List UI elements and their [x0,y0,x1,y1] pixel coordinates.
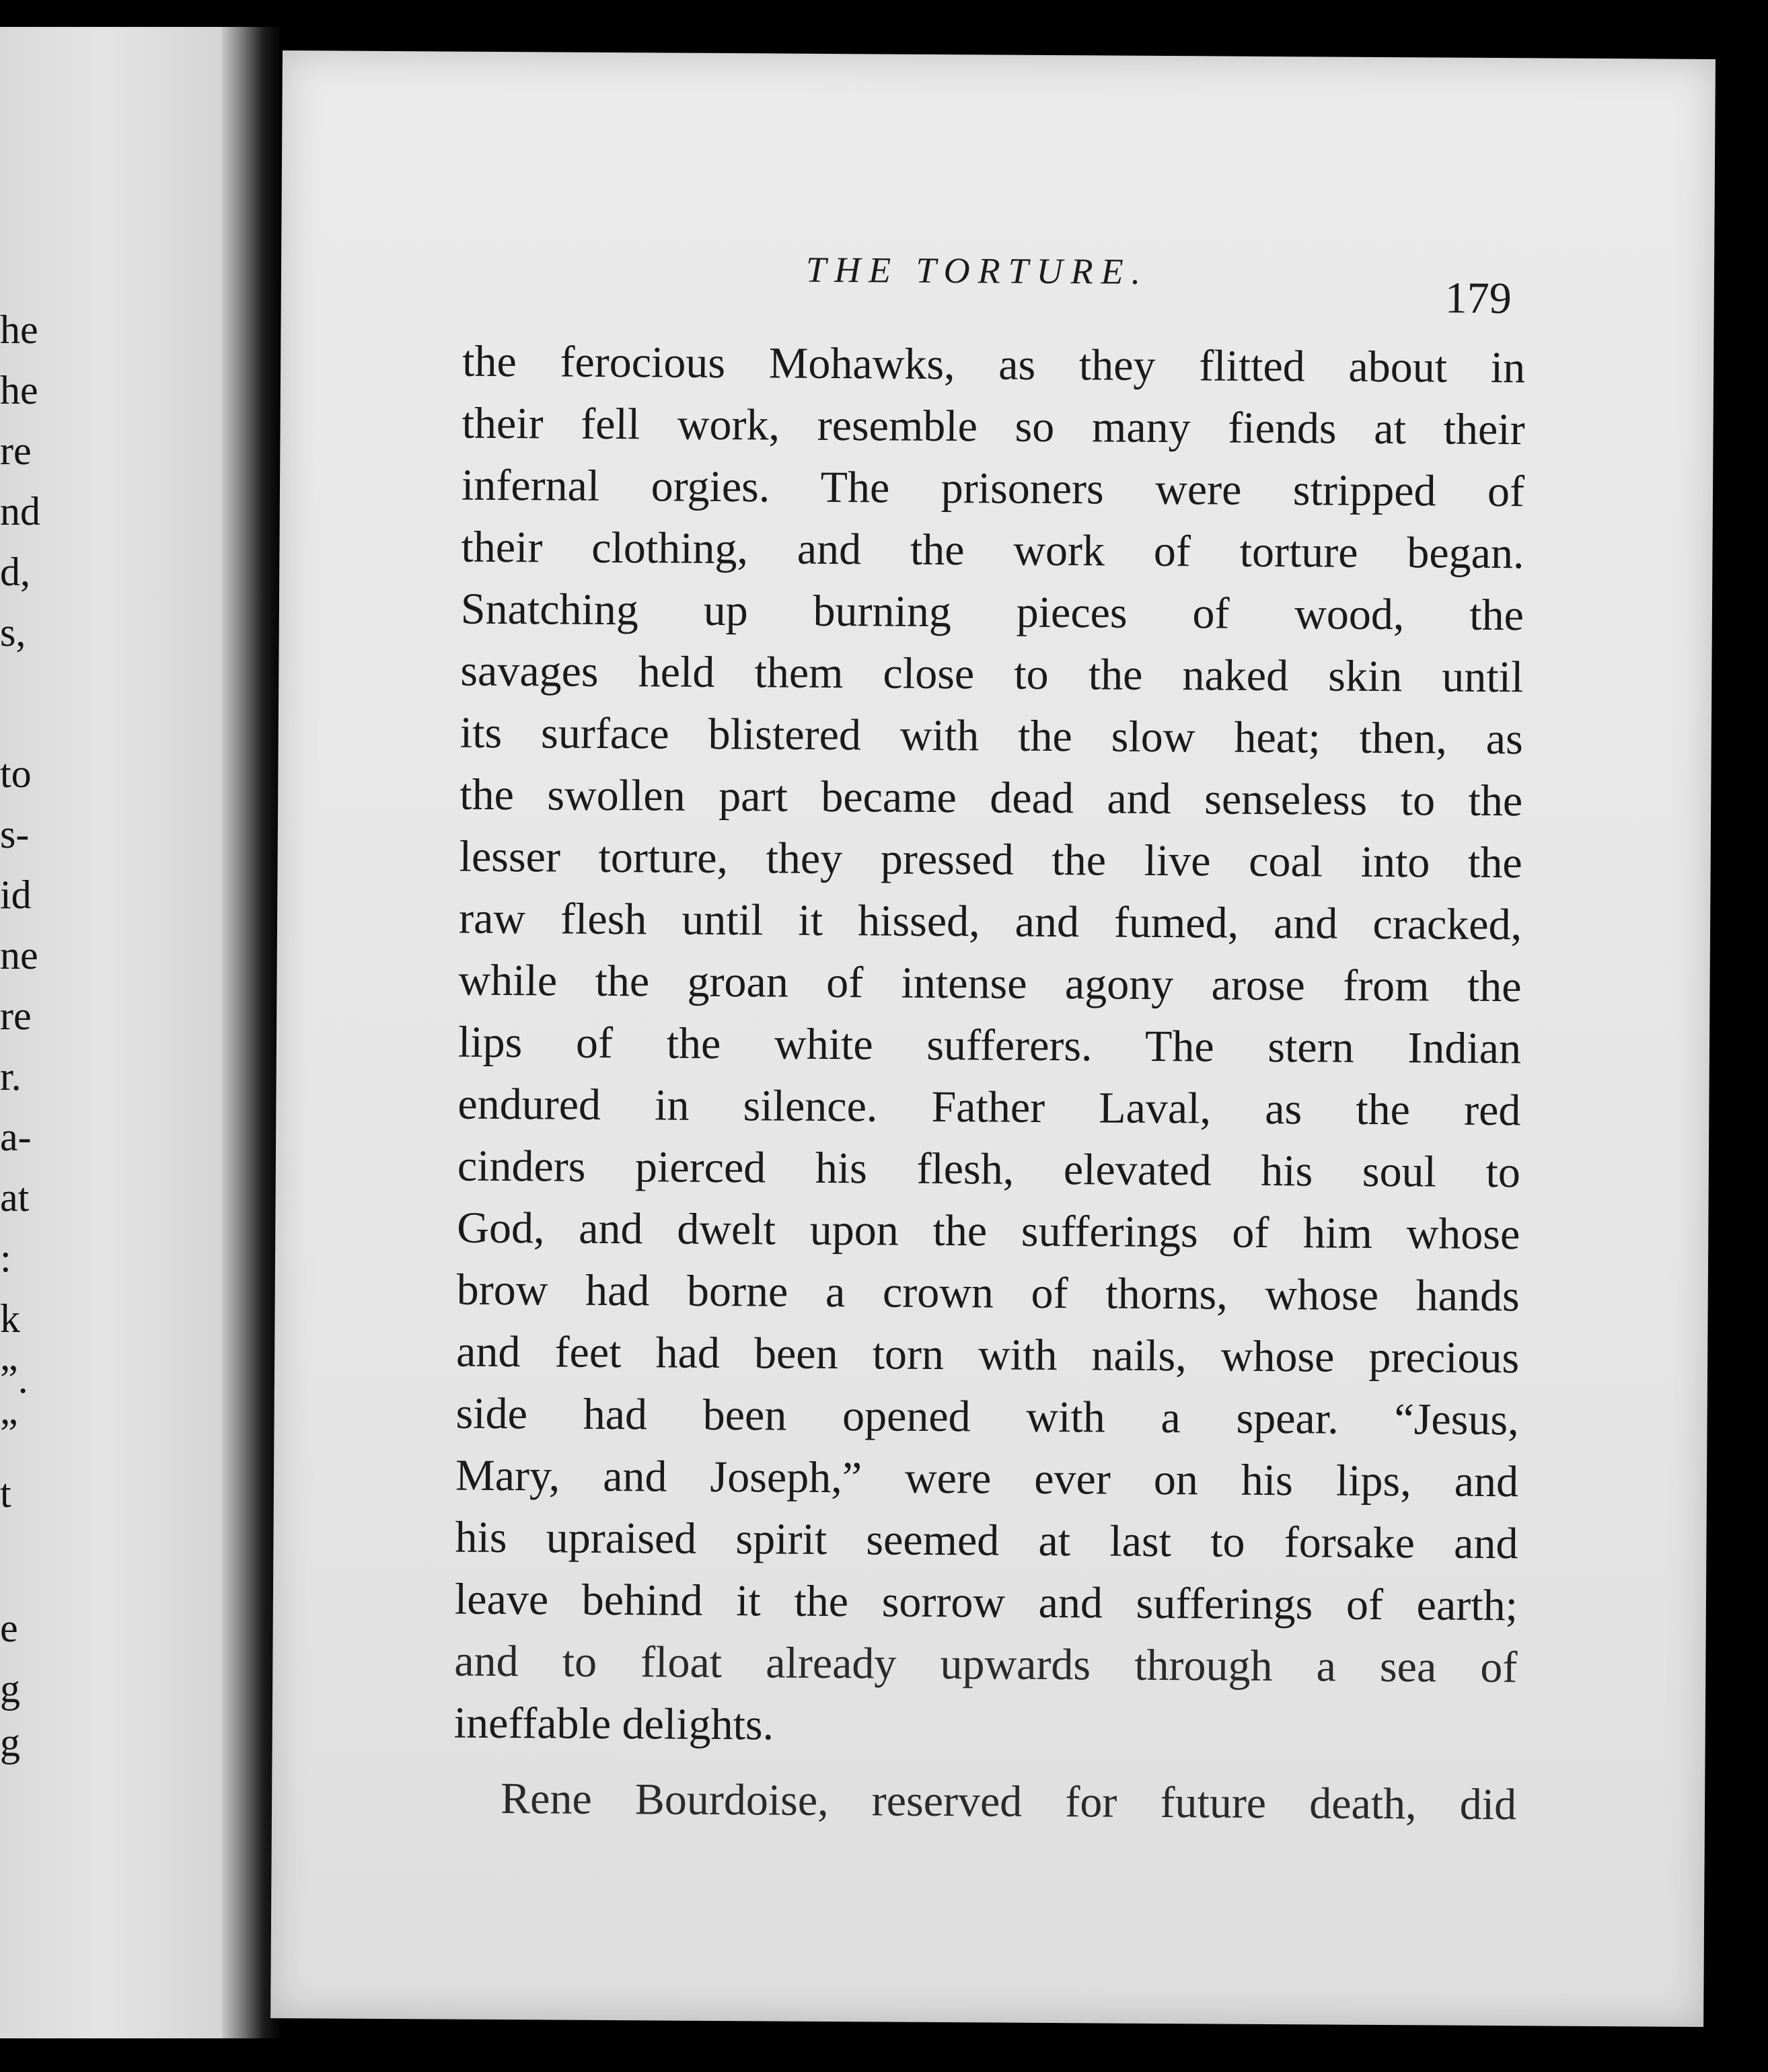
left-page-fragment: d, [0,550,30,594]
text-line: God, and dwelt upon the sufferings of him whose [457,1203,1520,1259]
left-page-fragment: ”. [0,1357,28,1401]
left-page-fragment: re [0,429,32,473]
text-line: lips of the white sufferers. The stern Indian [457,1017,1522,1074]
text-line: infernal orgies. The prisoners were stripped of [461,460,1525,517]
left-page-fragment: s- [0,812,30,856]
text-line: leave behind it the sorrow and sufferings of earth; [454,1574,1518,1631]
text-line: raw flesh until it hissed, and fumed, and cracked, [458,893,1522,950]
text-line: Mary, and Joseph,” were ever on his lips, and [455,1450,1519,1507]
text-line: and feet had been torn with nails, whose precious [455,1327,1520,1383]
left-page-fragment: k [0,1296,20,1341]
left-page-fragment: re [0,994,32,1038]
text-line: the swollen part became dead and senseless to the [459,770,1523,826]
left-page-fragment: at [0,1175,30,1220]
left-page-fragment: to [0,751,32,796]
text-line: lesser torture, they pressed the live coal into the [459,831,1522,888]
text-line: endured in silence. Father Laval, as the red [457,1079,1521,1136]
left-page-fragment: he [0,368,38,412]
left-page-fragment: g [0,1666,20,1711]
left-page-fragment: ne [0,933,38,977]
text-line: ineffable delights. [453,1698,774,1750]
left-page-fragment: e [0,1606,18,1650]
text-line: Snatching up burning pieces of wood, the [460,584,1524,640]
page-number: 179 [1444,273,1512,324]
text-line: their clothing, and the work of torture began. [461,522,1524,579]
text-line: their fell work, resemble so many fiends at their [462,398,1525,455]
text-line: its surface blistered with the slow heat; then, as [459,708,1524,764]
left-page-fragment: he [0,307,38,352]
text-line: cinders pierced his flesh, elevated his soul to [457,1141,1521,1197]
left-page-fragment: g [0,1720,20,1765]
text-line: brow had borne a crown of thorns, whose hands [456,1265,1520,1321]
left-page-fragment: r. [0,1054,22,1099]
left-page-fragment: t [0,1471,11,1516]
left-page-fragment: id [0,873,32,917]
text-line: while the groan of intense agony arose from the [458,955,1522,1012]
text-line: and to float already upwards through a sea of [454,1636,1518,1693]
paragraph-first-line: Rene Bourdoise, reserved for future death, did [500,1774,1517,1830]
left-page-fragment: s, [0,610,26,655]
left-page-fragment: ” [0,1411,18,1455]
text-line: side had been opened with a spear. “Jesus, [455,1389,1519,1445]
text-line: the ferocious Mohawks, as they flitted about in [462,336,1526,393]
left-page-fragment: nd [0,489,40,533]
left-page-fragment: a- [0,1115,32,1159]
body-text [453,331,1526,1837]
left-page-fragment: : [0,1236,11,1280]
text-line: savages held them close to the naked skin until [460,646,1524,702]
book-page [270,50,1716,2027]
running-head: THE TORTURE. [805,249,1149,292]
text-line: his upraised spirit seemed at last to forsake and [455,1512,1518,1569]
